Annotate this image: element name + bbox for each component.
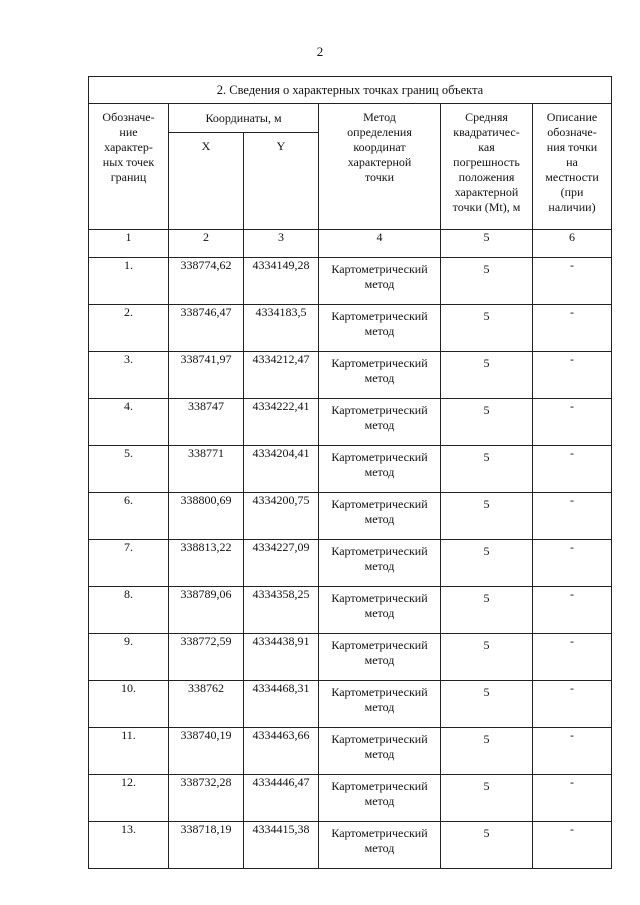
- header-x: X: [169, 133, 244, 230]
- method-cell: Картометрический метод: [319, 728, 441, 775]
- table-row: [89, 446, 612, 493]
- method-cell: Картометрический метод: [319, 258, 441, 305]
- table-row: [89, 587, 612, 634]
- table-row: [89, 822, 612, 869]
- description-cell: -: [533, 587, 612, 634]
- description-cell: -: [533, 634, 612, 681]
- y-coordinate-cell: 4334200,75: [244, 493, 319, 540]
- error-cell: 5: [441, 399, 533, 446]
- description-cell: -: [533, 493, 612, 540]
- description-cell: -: [533, 540, 612, 587]
- x-coordinate-cell: 338732,28: [169, 775, 244, 822]
- x-coordinate-cell: 338772,59: [169, 634, 244, 681]
- x-coordinate-cell: 338762: [169, 681, 244, 728]
- column-number: 2: [169, 230, 244, 258]
- method-cell: Картометрический метод: [319, 822, 441, 869]
- y-coordinate-cell: 4334227,09: [244, 540, 319, 587]
- y-coordinate-cell: 4334204,41: [244, 446, 319, 493]
- method-cell: Картометрический метод: [319, 587, 441, 634]
- error-cell: 5: [441, 305, 533, 352]
- x-coordinate-cell: 338774,62: [169, 258, 244, 305]
- x-coordinate-cell: 338718,19: [169, 822, 244, 869]
- error-cell: 5: [441, 587, 533, 634]
- error-cell: 5: [441, 540, 533, 587]
- error-cell: 5: [441, 822, 533, 869]
- y-coordinate-cell: 4334463,66: [244, 728, 319, 775]
- point-number-cell: 12.: [89, 775, 169, 822]
- description-cell: -: [533, 681, 612, 728]
- point-number-cell: 6.: [89, 493, 169, 540]
- boundary-points-table: [88, 76, 612, 869]
- point-number-cell: 10.: [89, 681, 169, 728]
- table-row: [89, 493, 612, 540]
- y-coordinate-cell: 4334446,47: [244, 775, 319, 822]
- description-cell: -: [533, 446, 612, 493]
- error-cell: 5: [441, 352, 533, 399]
- description-cell: -: [533, 775, 612, 822]
- column-number: 3: [244, 230, 319, 258]
- point-number-cell: 9.: [89, 634, 169, 681]
- error-cell: 5: [441, 728, 533, 775]
- header-y: Y: [244, 133, 319, 230]
- header-error: Средняя квадратичес- кая погрешность положения характерной точки (Mt), м: [441, 104, 533, 230]
- page-number: 2: [316, 44, 324, 59]
- method-cell: Картометрический метод: [319, 540, 441, 587]
- table-title: 2. Сведения о характерных точках границ объекта: [89, 77, 612, 104]
- column-number: 5: [441, 230, 533, 258]
- y-coordinate-cell: 4334468,31: [244, 681, 319, 728]
- table-row: [89, 258, 612, 305]
- point-number-cell: 3.: [89, 352, 169, 399]
- y-coordinate-cell: 4334149,28: [244, 258, 319, 305]
- point-number-cell: 2.: [89, 305, 169, 352]
- point-number-cell: 11.: [89, 728, 169, 775]
- x-coordinate-cell: 338813,22: [169, 540, 244, 587]
- table-row: [89, 352, 612, 399]
- description-cell: -: [533, 352, 612, 399]
- point-number-cell: 5.: [89, 446, 169, 493]
- header-designation: Обозначе- ние характер- ных точек границ: [89, 104, 169, 230]
- x-coordinate-cell: 338789,06: [169, 587, 244, 634]
- table-row: [89, 540, 612, 587]
- method-cell: Картометрический метод: [319, 493, 441, 540]
- error-cell: 5: [441, 493, 533, 540]
- table-row: [89, 728, 612, 775]
- point-number-cell: 1.: [89, 258, 169, 305]
- y-coordinate-cell: 4334415,38: [244, 822, 319, 869]
- description-cell: -: [533, 822, 612, 869]
- header-coordinates: Координаты, м: [169, 104, 319, 133]
- x-coordinate-cell: 338746,47: [169, 305, 244, 352]
- method-cell: Картометрический метод: [319, 305, 441, 352]
- error-cell: 5: [441, 446, 533, 493]
- method-cell: Картометрический метод: [319, 446, 441, 493]
- error-cell: 5: [441, 634, 533, 681]
- table-row: [89, 305, 612, 352]
- description-cell: -: [533, 258, 612, 305]
- table-row: [89, 775, 612, 822]
- y-coordinate-cell: 4334212,47: [244, 352, 319, 399]
- column-number: 6: [533, 230, 612, 258]
- description-cell: -: [533, 399, 612, 446]
- column-number-row: [89, 230, 612, 258]
- point-number-cell: 4.: [89, 399, 169, 446]
- error-cell: 5: [441, 681, 533, 728]
- point-number-cell: 13.: [89, 822, 169, 869]
- y-coordinate-cell: 4334438,91: [244, 634, 319, 681]
- header-method: Метод определения координат характерной точки: [319, 104, 441, 230]
- point-number-cell: 7.: [89, 540, 169, 587]
- table-row: [89, 634, 612, 681]
- method-cell: Картометрический метод: [319, 352, 441, 399]
- method-cell: Картометрический метод: [319, 775, 441, 822]
- y-coordinate-cell: 4334222,41: [244, 399, 319, 446]
- method-cell: Картометрический метод: [319, 399, 441, 446]
- x-coordinate-cell: 338741,97: [169, 352, 244, 399]
- error-cell: 5: [441, 258, 533, 305]
- column-number: 1: [89, 230, 169, 258]
- table-row: [89, 681, 612, 728]
- method-cell: Картометрический метод: [319, 681, 441, 728]
- description-cell: -: [533, 728, 612, 775]
- x-coordinate-cell: 338740,19: [169, 728, 244, 775]
- y-coordinate-cell: 4334358,25: [244, 587, 319, 634]
- header-description: Описание обозначе- ния точки на местности (при наличии): [533, 104, 612, 230]
- point-number-cell: 8.: [89, 587, 169, 634]
- column-number: 4: [319, 230, 441, 258]
- error-cell: 5: [441, 775, 533, 822]
- y-coordinate-cell: 4334183,5: [244, 305, 319, 352]
- method-cell: Картометрический метод: [319, 634, 441, 681]
- x-coordinate-cell: 338771: [169, 446, 244, 493]
- description-cell: -: [533, 305, 612, 352]
- x-coordinate-cell: 338800,69: [169, 493, 244, 540]
- table-row: [89, 399, 612, 446]
- x-coordinate-cell: 338747: [169, 399, 244, 446]
